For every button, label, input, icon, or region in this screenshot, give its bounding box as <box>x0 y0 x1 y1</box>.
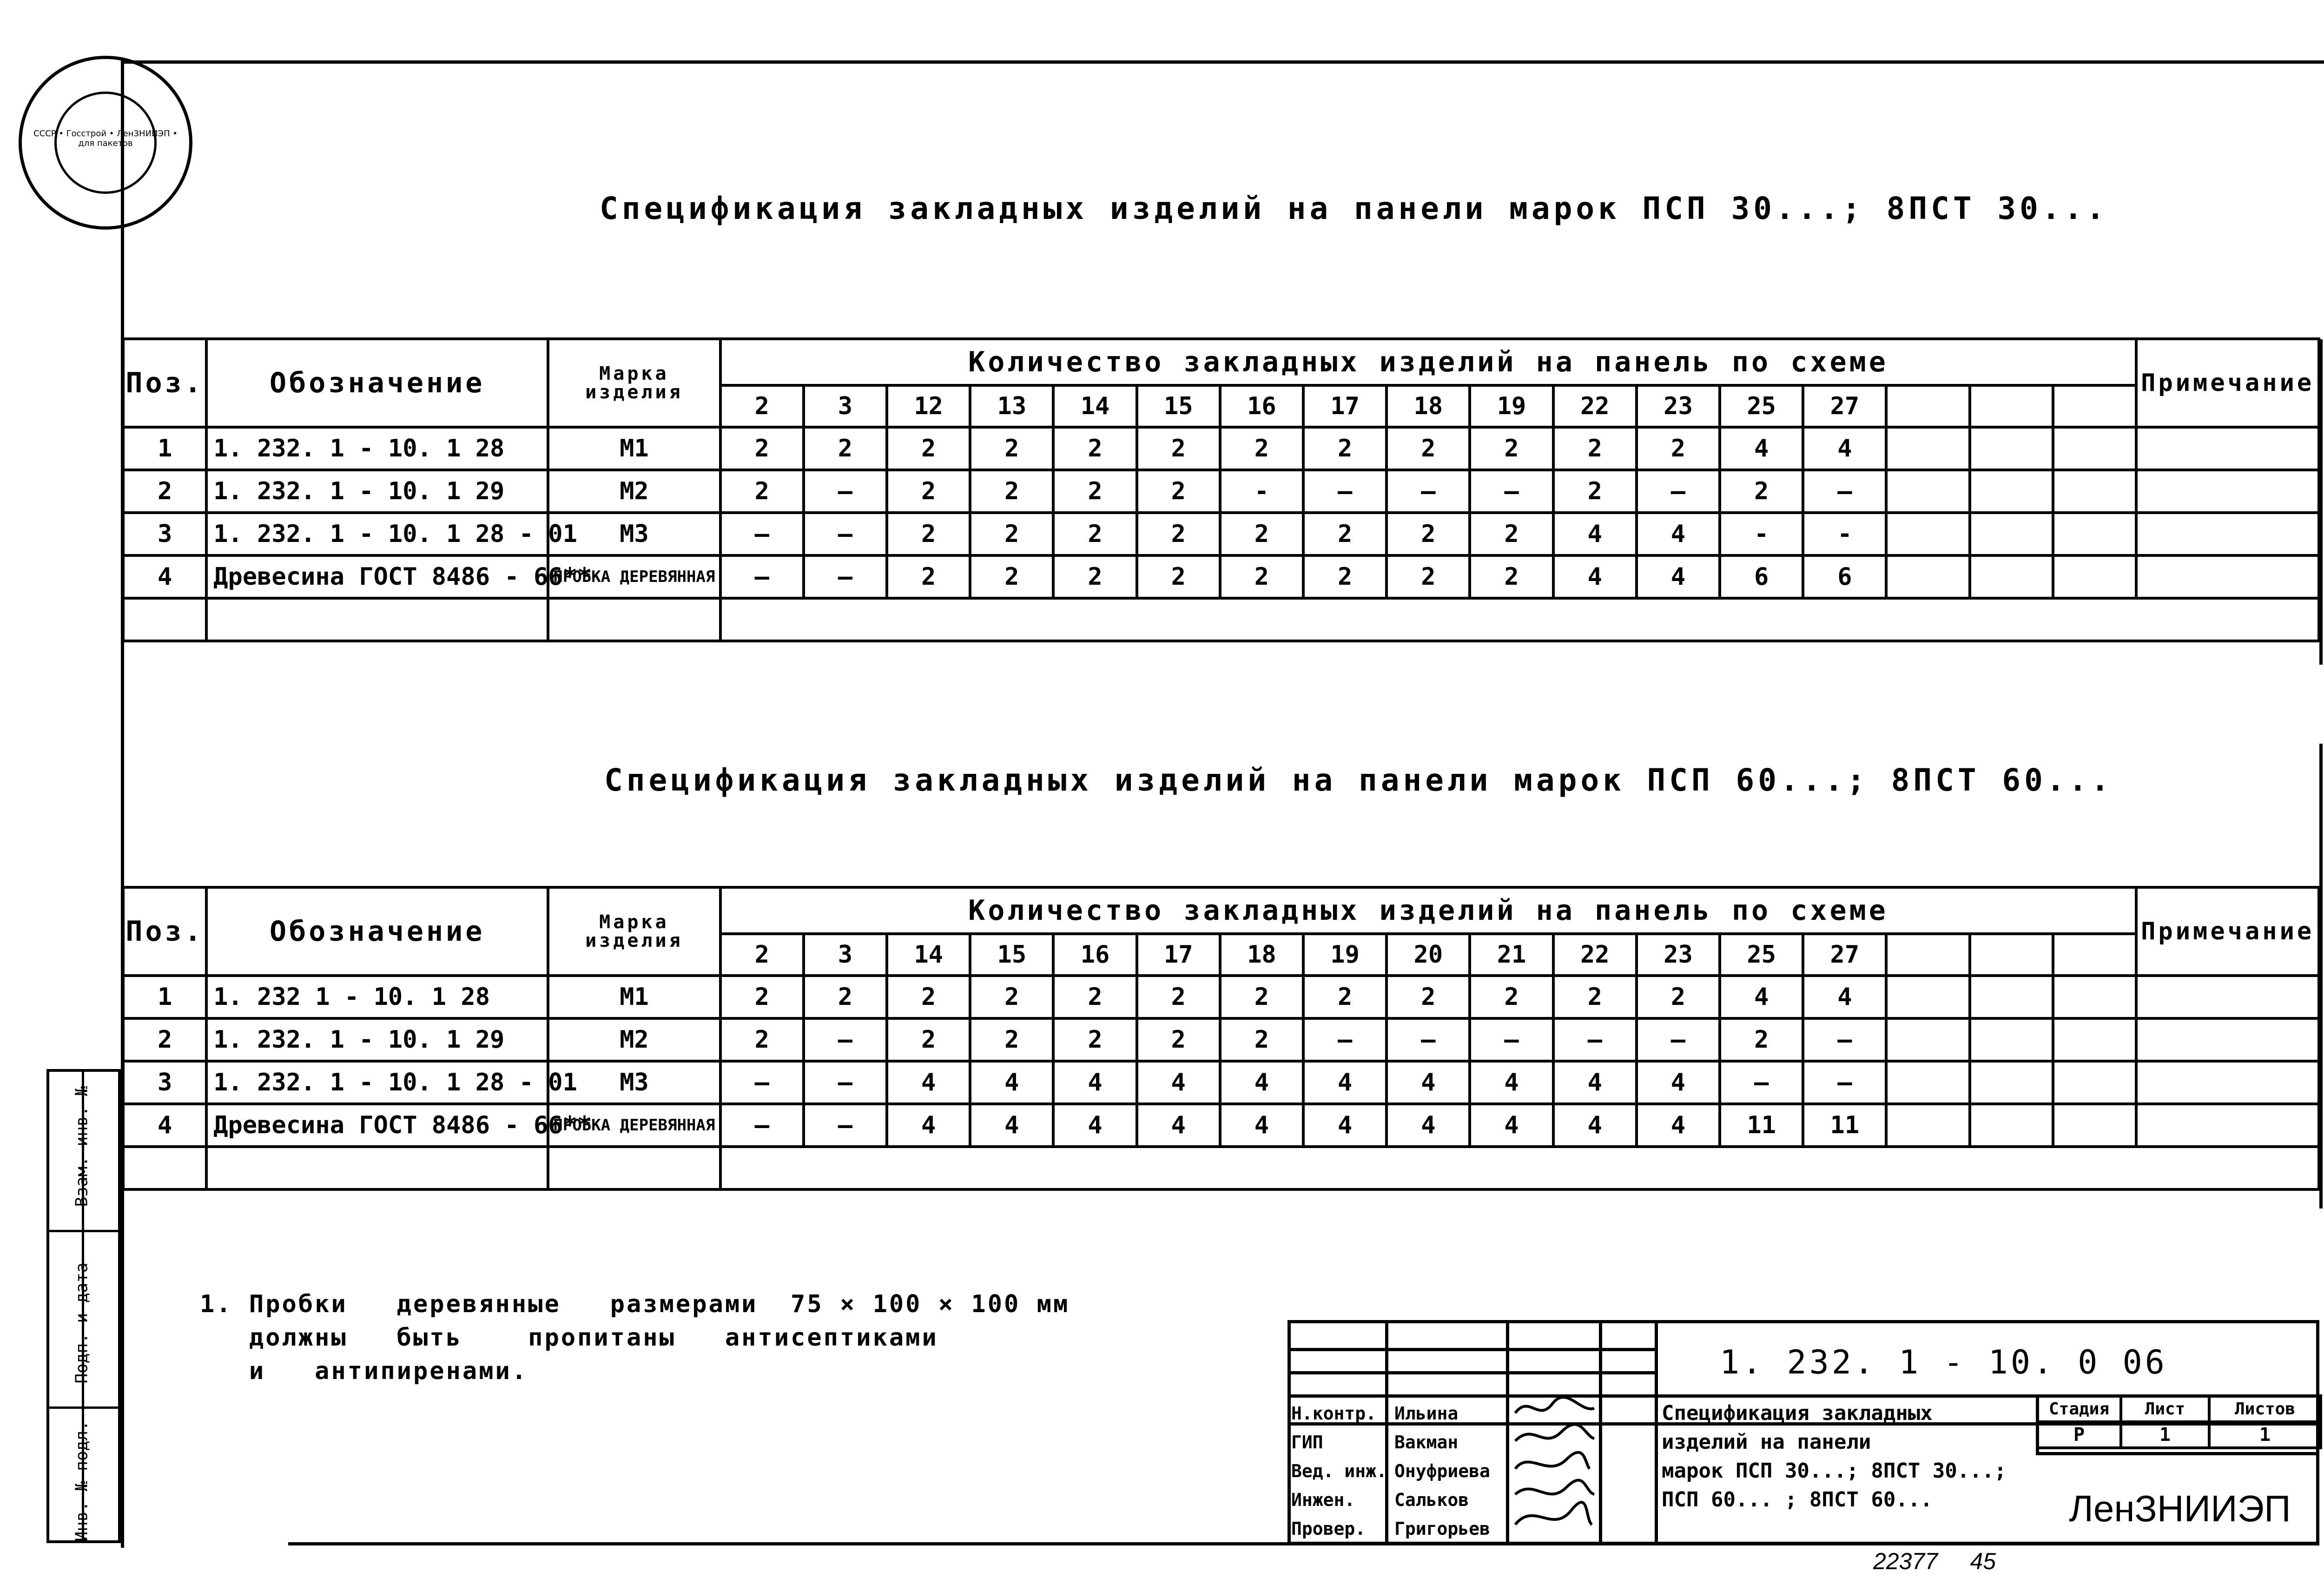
spec1-header-note: Примечание <box>2136 339 2319 427</box>
table-row <box>123 1104 2319 1147</box>
quantity-cell: 2 <box>1303 555 1386 598</box>
designation-cell: 1. 232 1 - 10. 1 28 <box>206 976 548 1018</box>
designation-cell: 1. 232. 1 - 10. 1 29 <box>206 470 548 513</box>
quantity-cell: 2 <box>720 976 804 1018</box>
quantity-cell: 2 <box>1053 427 1136 470</box>
spec2-scheme-25: 25 <box>1720 934 1803 976</box>
side-stamp <box>46 1069 121 1543</box>
empty-cell <box>1886 427 1969 470</box>
quantity-cell: 2 <box>1637 427 1720 470</box>
quantity-cell: 2 <box>804 976 887 1018</box>
spec2-scheme-3: 3 <box>804 934 887 976</box>
empty-cell <box>2053 555 2136 598</box>
quantity-cell: — <box>804 555 887 598</box>
quantity-cell: 2 <box>1637 976 1720 1018</box>
empty-cell <box>2136 427 2319 470</box>
spec2-header-note: Примечание <box>2136 887 2319 976</box>
quantity-cell: 2 <box>1553 427 1637 470</box>
spec2-table <box>122 886 2320 1191</box>
frame-top-line <box>121 60 2324 64</box>
quantity-cell: — <box>1803 1018 1886 1061</box>
spec2-scheme-20: 20 <box>1386 934 1470 976</box>
spec2-scheme-empty <box>2053 934 2136 976</box>
mark-cell: М1 <box>548 976 720 1018</box>
role-name: Григорьев <box>1394 1518 1490 1539</box>
quantity-cell: — <box>1303 470 1386 513</box>
sheet-value: 1 <box>2121 1422 2209 1448</box>
pos-cell: 4 <box>123 555 206 598</box>
quantity-cell: — <box>1470 1018 1553 1061</box>
quantity-cell: 4 <box>1637 555 1720 598</box>
spec2-scheme-16: 16 <box>1053 934 1136 976</box>
empty-cell <box>2136 976 2319 1018</box>
quantity-cell: 4 <box>1720 976 1803 1018</box>
quantity-cell: 4 <box>1553 513 1637 555</box>
doc-title-text <box>1662 1399 2034 1514</box>
empty-cell <box>1970 470 2053 513</box>
spec2-scheme-27: 27 <box>1803 934 1886 976</box>
quantity-cell: 4 <box>1137 1061 1220 1104</box>
quantity-cell: 2 <box>1220 555 1303 598</box>
mark-cell: М3 <box>548 1061 720 1104</box>
quantity-cell: 2 <box>720 1018 804 1061</box>
quantity-cell: 4 <box>1303 1104 1386 1147</box>
quantity-cell: - <box>1803 513 1886 555</box>
empty-cell <box>2053 976 2136 1018</box>
quantity-cell: 2 <box>1220 976 1303 1018</box>
quantity-cell: 4 <box>1553 1104 1637 1147</box>
empty-cell <box>206 598 548 641</box>
stage-value: Р <box>2037 1422 2121 1448</box>
pos-cell: 2 <box>123 1018 206 1061</box>
quantity-cell: 2 <box>1137 976 1220 1018</box>
spec2-header-pos: Поз. <box>123 887 206 976</box>
bottom-number: 22377 45 <box>1873 1548 1996 1574</box>
quantity-cell: 2 <box>1470 976 1553 1018</box>
pos-cell: 1 <box>123 976 206 1018</box>
quantity-cell: — <box>1803 1061 1886 1104</box>
empty-cell <box>2053 470 2136 513</box>
stage-label: Стадия <box>2037 1396 2121 1422</box>
quantity-cell: 2 <box>970 555 1053 598</box>
quantity-cell: — <box>1637 1018 1720 1061</box>
spec2-scheme-empty <box>1886 934 1969 976</box>
signatures <box>1511 1394 1599 1543</box>
empty-cell <box>1886 1061 1969 1104</box>
designation-cell: 1. 232. 1 - 10. 1 28 - 01 <box>206 1061 548 1104</box>
mark-cell: ПРОБКА ДЕРЕВЯННАЯ <box>548 555 720 598</box>
empty-cell <box>2136 470 2319 513</box>
quantity-cell: — <box>1553 1018 1637 1061</box>
quantity-cell: 4 <box>1220 1104 1303 1147</box>
quantity-cell: 2 <box>1137 1018 1220 1061</box>
spec1-scheme-empty <box>1970 385 2053 427</box>
spec1-header-pos: Поз. <box>123 339 206 427</box>
quantity-cell: 2 <box>720 470 804 513</box>
spec2-scheme-17: 17 <box>1137 934 1220 976</box>
empty-cell <box>2053 1018 2136 1061</box>
spec2-scheme-22: 22 <box>1553 934 1637 976</box>
spec1-header-mark: Марка изделия <box>548 339 720 427</box>
quantity-cell: 11 <box>1803 1104 1886 1147</box>
empty-cell <box>1970 427 2053 470</box>
empty-cell <box>1970 1061 2053 1104</box>
quantity-cell: 2 <box>720 427 804 470</box>
quantity-cell: — <box>720 513 804 555</box>
quantity-cell: 2 <box>1303 513 1386 555</box>
quantity-cell: — <box>720 555 804 598</box>
sheet-label: Лист <box>2121 1396 2209 1422</box>
spec2-scheme-18: 18 <box>1220 934 1303 976</box>
sheets-label: Листов <box>2209 1396 2321 1422</box>
empty-cell <box>2053 1104 2136 1147</box>
mark-cell: М2 <box>548 470 720 513</box>
quantity-cell: 2 <box>1220 513 1303 555</box>
quantity-cell: 4 <box>1470 1061 1553 1104</box>
side-label-2: Подп. и дата <box>72 1262 92 1384</box>
quantity-cell: 2 <box>1553 976 1637 1018</box>
spec2-header-designation: Обозначение <box>206 887 548 976</box>
quantity-cell: 2 <box>1137 470 1220 513</box>
spec2-scheme-14: 14 <box>887 934 970 976</box>
quantity-cell: 4 <box>970 1104 1053 1147</box>
role-label: Провер. <box>1291 1518 1366 1539</box>
designation-cell: 1. 232. 1 - 10. 1 29 <box>206 1018 548 1061</box>
empty-cell <box>1886 470 1969 513</box>
quantity-cell: 2 <box>1720 470 1803 513</box>
quantity-cell: — <box>1720 1061 1803 1104</box>
empty-cell <box>1886 555 1969 598</box>
table-row <box>123 555 2319 598</box>
document-code: 1. 232. 1 - 10. 0 06 <box>1720 1343 2167 1381</box>
role-name: Ильина <box>1394 1403 1459 1424</box>
spec2-scheme-empty <box>1970 934 2053 976</box>
empty-cell <box>123 1147 206 1189</box>
quantity-cell: — <box>804 1018 887 1061</box>
pos-cell: 4 <box>123 1104 206 1147</box>
spec1-header-designation: Обозначение <box>206 339 548 427</box>
empty-cell <box>1970 555 2053 598</box>
spec2-header-mark: Марка изделия <box>548 887 720 976</box>
quantity-cell: 4 <box>1637 1061 1720 1104</box>
table-row <box>123 1061 2319 1104</box>
spec2-scheme-2: 2 <box>720 934 804 976</box>
quantity-cell: 2 <box>970 470 1053 513</box>
spec1-header-quantity: Количество закладных изделий на панель по схеме <box>720 339 2137 385</box>
quantity-cell: — <box>804 1061 887 1104</box>
spec2-scheme-15: 15 <box>970 934 1053 976</box>
quantity-cell: 4 <box>887 1061 970 1104</box>
quantity-cell: 4 <box>1470 1104 1553 1147</box>
empty-cell <box>1886 1018 1969 1061</box>
quantity-cell: 2 <box>1053 1018 1136 1061</box>
quantity-cell: — <box>1637 470 1720 513</box>
empty-cell <box>2053 427 2136 470</box>
quantity-cell: 4 <box>1553 1061 1637 1104</box>
table-row <box>123 513 2319 555</box>
role-label: ГИП <box>1291 1432 1323 1452</box>
spec1-scheme-15: 15 <box>1137 385 1220 427</box>
spec1-title: Спецификация закладных изделий на панели марок ПСП 30...; 8ПСТ 30... <box>600 191 2109 226</box>
frame-left-line <box>121 60 124 1548</box>
designation-cell: Древесина ГОСТ 8486 - 66** <box>206 555 548 598</box>
spec1-scheme-3: 3 <box>804 385 887 427</box>
spec1-scheme-19: 19 <box>1470 385 1553 427</box>
quantity-cell: 2 <box>1386 513 1470 555</box>
doc-title-line-3: марок ПСП 30...; 8ПСТ 30...; <box>1662 1459 2007 1483</box>
empty-cell <box>1886 976 1969 1018</box>
quantity-cell: - <box>1220 470 1303 513</box>
quantity-cell: 2 <box>804 427 887 470</box>
quantity-cell: 4 <box>1137 1104 1220 1147</box>
spec1-scheme-empty <box>1886 385 1969 427</box>
table-row <box>123 1018 2319 1061</box>
empty-cell <box>2053 513 2136 555</box>
empty-cell <box>1970 513 2053 555</box>
empty-cell <box>1886 1104 1969 1147</box>
quantity-cell: — <box>804 513 887 555</box>
quantity-cell: 2 <box>1220 427 1303 470</box>
empty-cell <box>548 598 720 641</box>
doc-title-line-2: изделий на панели <box>1662 1430 1871 1454</box>
quantity-cell: 2 <box>1303 427 1386 470</box>
empty-cell <box>1886 513 1969 555</box>
quantity-cell: 4 <box>1386 1061 1470 1104</box>
spec1-scheme-27: 27 <box>1803 385 1886 427</box>
quantity-cell: 2 <box>1053 470 1136 513</box>
quantity-cell: 4 <box>1220 1061 1303 1104</box>
empty-cell <box>548 1147 720 1189</box>
organization: ЛенЗНИИЭП <box>2069 1488 2291 1529</box>
quantity-cell: 2 <box>1137 427 1220 470</box>
quantity-cell: 2 <box>887 470 970 513</box>
quantity-cell: — <box>1803 470 1886 513</box>
empty-cell <box>2136 555 2319 598</box>
quantity-cell: 2 <box>970 976 1053 1018</box>
table-row-empty <box>123 598 2319 641</box>
stage-sheet-table <box>2036 1394 2322 1449</box>
role-label: Вед. инж. <box>1291 1461 1387 1481</box>
quantity-cell: — <box>1386 1018 1470 1061</box>
spec2-scheme-21: 21 <box>1470 934 1553 976</box>
spec1-scheme-16: 16 <box>1220 385 1303 427</box>
empty-cell <box>1970 1104 2053 1147</box>
role-name: Онуфриева <box>1394 1461 1490 1481</box>
note-line-2: должны быть пропитаны антисептиками <box>200 1324 938 1352</box>
pos-cell: 3 <box>123 1061 206 1104</box>
mark-cell: М3 <box>548 513 720 555</box>
side-label-3: Инв. № подл. <box>72 1420 92 1542</box>
empty-cell <box>2136 1061 2319 1104</box>
spec1-scheme-23: 23 <box>1637 385 1720 427</box>
quantity-cell: 2 <box>970 427 1053 470</box>
quantity-cell: 2 <box>887 555 970 598</box>
quantity-cell: — <box>720 1061 804 1104</box>
quantity-cell: 2 <box>887 976 970 1018</box>
role-name: Вакман <box>1394 1432 1459 1452</box>
quantity-cell: 4 <box>1803 427 1886 470</box>
spec2-scheme-23: 23 <box>1637 934 1720 976</box>
quantity-cell: 2 <box>1386 427 1470 470</box>
spec1-scheme-25: 25 <box>1720 385 1803 427</box>
spec1-scheme-17: 17 <box>1303 385 1386 427</box>
mark-cell: М2 <box>548 1018 720 1061</box>
quantity-cell: 2 <box>1303 976 1386 1018</box>
quantity-cell: — <box>1470 470 1553 513</box>
quantity-cell: 2 <box>1553 470 1637 513</box>
spec1-scheme-18: 18 <box>1386 385 1470 427</box>
designation-cell: 1. 232. 1 - 10. 1 28 <box>206 427 548 470</box>
quantity-cell: 2 <box>1470 555 1553 598</box>
empty-cell <box>206 1147 548 1189</box>
doc-title-line-1: Спецификация закладных <box>1662 1401 1933 1425</box>
quantity-cell: 6 <box>1803 555 1886 598</box>
pos-cell: 3 <box>123 513 206 555</box>
quantity-cell: 4 <box>1720 427 1803 470</box>
spec1-scheme-14: 14 <box>1053 385 1136 427</box>
spec2-scheme-19: 19 <box>1303 934 1386 976</box>
quantity-cell: 2 <box>1386 976 1470 1018</box>
quantity-cell: 2 <box>970 1018 1053 1061</box>
spec1-scheme-12: 12 <box>887 385 970 427</box>
empty-cell <box>2136 1104 2319 1147</box>
mark-cell: М1 <box>548 427 720 470</box>
sheets-value: 1 <box>2209 1422 2321 1448</box>
quantity-cell: 4 <box>1637 513 1720 555</box>
spec2-header-quantity: Количество закладных изделий на панель по схеме <box>720 887 2137 934</box>
designation-cell: Древесина ГОСТ 8486 - 66** <box>206 1104 548 1147</box>
quantity-cell: — <box>720 1104 804 1147</box>
quantity-cell: 4 <box>887 1104 970 1147</box>
quantity-cell: 4 <box>1053 1104 1136 1147</box>
quantity-cell: 2 <box>1220 1018 1303 1061</box>
role-label: Н.контр. <box>1291 1403 1377 1424</box>
quantity-cell: 2 <box>1137 555 1220 598</box>
spec1-scheme-22: 22 <box>1553 385 1637 427</box>
pos-cell: 1 <box>123 427 206 470</box>
empty-cell <box>2136 513 2319 555</box>
quantity-cell: 2 <box>887 513 970 555</box>
table-row <box>123 976 2319 1018</box>
quantity-cell: 2 <box>887 427 970 470</box>
spec2-title: Спецификация закладных изделий на панели марок ПСП 60...; 8ПСТ 60... <box>604 762 2113 798</box>
quantity-cell: — <box>804 470 887 513</box>
empty-cell <box>1970 1018 2053 1061</box>
pos-cell: 2 <box>123 470 206 513</box>
quantity-cell: 4 <box>1386 1104 1470 1147</box>
quantity-cell: 2 <box>970 513 1053 555</box>
role-name: Сальков <box>1394 1490 1469 1510</box>
note-line-1: 1. Пробки деревянные размерами 75 × 100 × 100 мм <box>200 1290 1070 1318</box>
empty-cell <box>720 1147 2319 1189</box>
quantity-cell: 2 <box>1053 976 1136 1018</box>
quantity-cell: 4 <box>1303 1061 1386 1104</box>
table-row-empty <box>123 1147 2319 1189</box>
spec1-table <box>122 337 2320 642</box>
quantity-cell: — <box>804 1104 887 1147</box>
spec1-scheme-empty <box>2053 385 2136 427</box>
spec1-scheme-13: 13 <box>970 385 1053 427</box>
quantity-cell: 4 <box>1553 555 1637 598</box>
quantity-cell: 2 <box>1053 513 1136 555</box>
side-label-1: Взам. инв. № <box>72 1086 92 1207</box>
role-label: Инжен. <box>1291 1490 1355 1510</box>
round-seal <box>19 56 192 230</box>
quantity-cell: - <box>1720 513 1803 555</box>
quantity-cell: 2 <box>1137 513 1220 555</box>
quantity-cell: 2 <box>1053 555 1136 598</box>
quantity-cell: 2 <box>1470 513 1553 555</box>
quantity-cell: 11 <box>1720 1104 1803 1147</box>
quantity-cell: 2 <box>1386 555 1470 598</box>
quantity-cell: 4 <box>1053 1061 1136 1104</box>
table-row <box>123 427 2319 470</box>
quantity-cell: 4 <box>970 1061 1053 1104</box>
spec1-scheme-2: 2 <box>720 385 804 427</box>
quantity-cell: 4 <box>1803 976 1886 1018</box>
empty-cell <box>720 598 2319 641</box>
table-row <box>123 470 2319 513</box>
quantity-cell: 2 <box>1470 427 1553 470</box>
doc-title-line-4: ПСП 60... ; 8ПСТ 60... <box>1662 1488 1933 1512</box>
empty-cell <box>2136 1018 2319 1061</box>
seal-text: СССР • Госстрой • ЛенЗНИИЭП • для пакетов <box>33 129 178 148</box>
mark-cell: ПРОБКА ДЕРЕВЯННАЯ <box>548 1104 720 1147</box>
quantity-cell: 4 <box>1637 1104 1720 1147</box>
empty-cell <box>123 598 206 641</box>
empty-cell <box>2053 1061 2136 1104</box>
quantity-cell: — <box>1303 1018 1386 1061</box>
designation-cell: 1. 232. 1 - 10. 1 28 - 01 <box>206 513 548 555</box>
quantity-cell: — <box>1386 470 1470 513</box>
note-line-3: и антипиренами. <box>200 1357 528 1385</box>
quantity-cell: 2 <box>1720 1018 1803 1061</box>
empty-cell <box>1970 976 2053 1018</box>
quantity-cell: 2 <box>887 1018 970 1061</box>
quantity-cell: 6 <box>1720 555 1803 598</box>
